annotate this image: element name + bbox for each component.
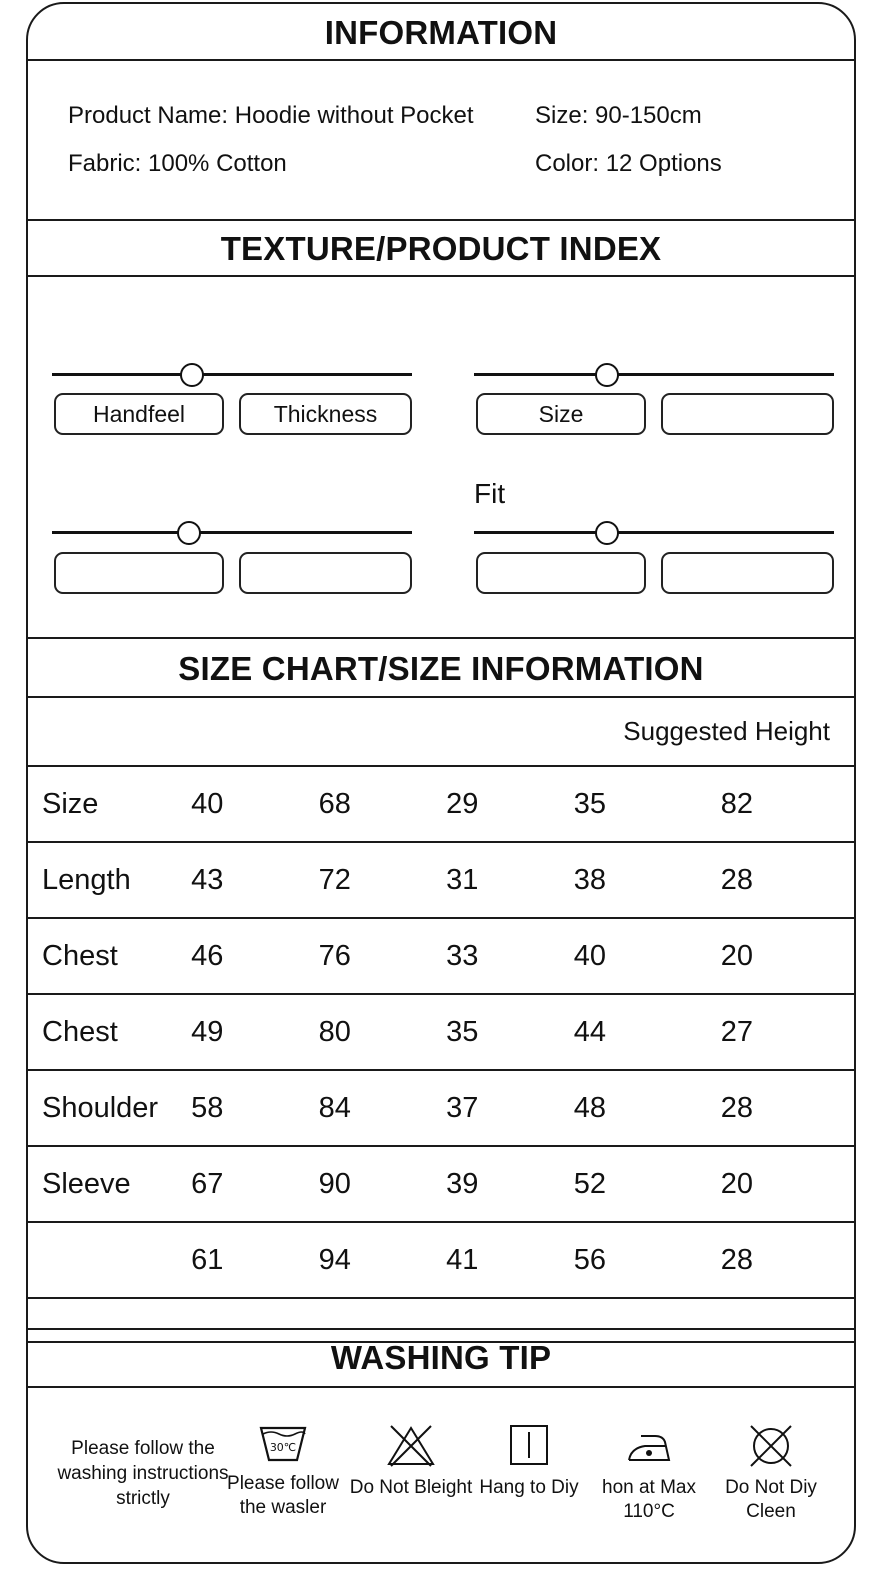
wash-item-iron — [584, 1422, 714, 1524]
size-slider[interactable] — [474, 363, 834, 387]
table-cell: 27 — [721, 994, 856, 1070]
table-cell: 82 — [721, 767, 856, 842]
slider-knob[interactable] — [595, 521, 619, 545]
table-cell: 28 — [721, 1070, 856, 1146]
wash-item-no-bleach — [346, 1422, 476, 1500]
iron-icon — [623, 1422, 675, 1470]
divider — [28, 637, 854, 639]
wash-caption: Do Not Bleight — [349, 1477, 473, 1498]
table-cell: 80 — [319, 994, 447, 1070]
row-label: Chest — [28, 994, 191, 1070]
blank-label — [239, 552, 412, 594]
table-cell: 44 — [574, 994, 721, 1070]
table-cell: 90 — [319, 1146, 447, 1222]
table-cell: 58 — [191, 1070, 319, 1146]
row-label: Length — [28, 842, 191, 918]
table-cell: 38 — [574, 842, 721, 918]
hang-dry-icon — [503, 1422, 555, 1470]
row-label: Shoulder — [28, 1070, 191, 1146]
slider-knob[interactable] — [595, 363, 619, 387]
table-cell: 35 — [446, 994, 574, 1070]
slider-track — [474, 373, 834, 376]
table-cell: 31 — [446, 842, 574, 918]
divider — [28, 1386, 854, 1388]
table-cell: 28 — [721, 842, 856, 918]
thickness-label: Thickness — [239, 393, 412, 435]
table-cell: 76 — [319, 918, 447, 994]
table-cell: 28 — [721, 1222, 856, 1298]
table-cell: 56 — [574, 1222, 721, 1298]
blank-label — [476, 552, 646, 594]
wash-caption: Hang to Diy — [479, 1477, 579, 1498]
suggested-height-header: Suggested Height — [623, 716, 830, 746]
index-slider[interactable] — [52, 521, 412, 545]
wash-temp-text: 30℃ — [269, 1441, 297, 1454]
table-row — [28, 767, 856, 842]
wash-item-tub — [218, 1422, 348, 1520]
table-cell: 46 — [191, 918, 319, 994]
information-title: INFORMATION — [324, 14, 558, 51]
table-row — [28, 1146, 856, 1222]
empty-cell — [28, 1298, 856, 1342]
table-cell: 43 — [191, 842, 319, 918]
row-label: Sleeve — [28, 1146, 191, 1222]
table-cell: 35 — [574, 767, 721, 842]
texture-title: TEXTURE/PRODUCT INDEX — [220, 230, 662, 267]
blank-label — [661, 393, 834, 435]
divider — [28, 696, 854, 698]
table-cell: 52 — [574, 1146, 721, 1222]
table-cell: 20 — [721, 918, 856, 994]
table-cell: 49 — [191, 994, 319, 1070]
wash-caption: Do Not Diy Cleen — [725, 1477, 817, 1522]
washing-note: Please follow the washing instructions strictly — [57, 1438, 229, 1509]
wash-tub-icon — [257, 1422, 309, 1466]
table-cell: 40 — [574, 918, 721, 994]
slider-track — [52, 531, 412, 534]
table-cell: 29 — [446, 767, 574, 842]
wash-item-hang-dry — [464, 1422, 594, 1500]
no-dry-clean-icon — [745, 1422, 797, 1470]
slider-track — [474, 531, 834, 534]
size-table — [28, 767, 856, 1343]
table-cell: 33 — [446, 918, 574, 994]
table-cell: 40 — [191, 767, 319, 842]
wash-caption: Please follow the wasler — [227, 1473, 339, 1518]
divider — [28, 1328, 854, 1330]
row-label: Size — [28, 767, 191, 842]
table-row — [28, 994, 856, 1070]
divider — [28, 275, 854, 277]
row-label — [28, 1222, 191, 1298]
slider-knob[interactable] — [177, 521, 201, 545]
row-label: Chest — [28, 918, 191, 994]
product-name: Product Name: Hoodie without Pocket — [68, 102, 474, 129]
fit-label: Fit — [474, 478, 506, 509]
divider — [28, 59, 854, 61]
divider — [28, 219, 854, 221]
slider-track — [52, 373, 412, 376]
table-row — [28, 918, 856, 994]
no-bleach-icon — [385, 1422, 437, 1470]
table-cell: 61 — [191, 1222, 319, 1298]
blank-label — [661, 552, 834, 594]
size-range: Size: 90-150cm — [535, 102, 702, 129]
slider-knob[interactable] — [180, 363, 204, 387]
table-cell: 37 — [446, 1070, 574, 1146]
table-cell: 20 — [721, 1146, 856, 1222]
washing-title: WASHING TIP — [330, 1339, 552, 1376]
wash-item-no-dry-clean — [706, 1422, 836, 1524]
handfeel-label: Handfeel — [54, 393, 224, 435]
table-cell: 48 — [574, 1070, 721, 1146]
info-card — [26, 2, 856, 1564]
handfeel-slider[interactable] — [52, 363, 412, 387]
table-row — [28, 1222, 856, 1298]
table-cell: 72 — [319, 842, 447, 918]
table-cell: 41 — [446, 1222, 574, 1298]
size-chart-title: SIZE CHART/SIZE INFORMATION — [178, 650, 704, 687]
table-cell: 84 — [319, 1070, 447, 1146]
table-cell: 68 — [319, 767, 447, 842]
table-cell: 94 — [319, 1222, 447, 1298]
table-row — [28, 842, 856, 918]
table-row — [28, 1070, 856, 1146]
fabric: Fabric: 100% Cotton — [68, 150, 287, 177]
color-options: Color: 12 Options — [535, 150, 722, 177]
blank-label — [54, 552, 224, 594]
table-cell: 39 — [446, 1146, 574, 1222]
table-row-empty — [28, 1298, 856, 1342]
fit-slider[interactable] — [474, 521, 834, 545]
size-label: Size — [476, 393, 646, 435]
table-cell: 67 — [191, 1146, 319, 1222]
wash-caption: hon at Max 110°C — [602, 1477, 696, 1522]
